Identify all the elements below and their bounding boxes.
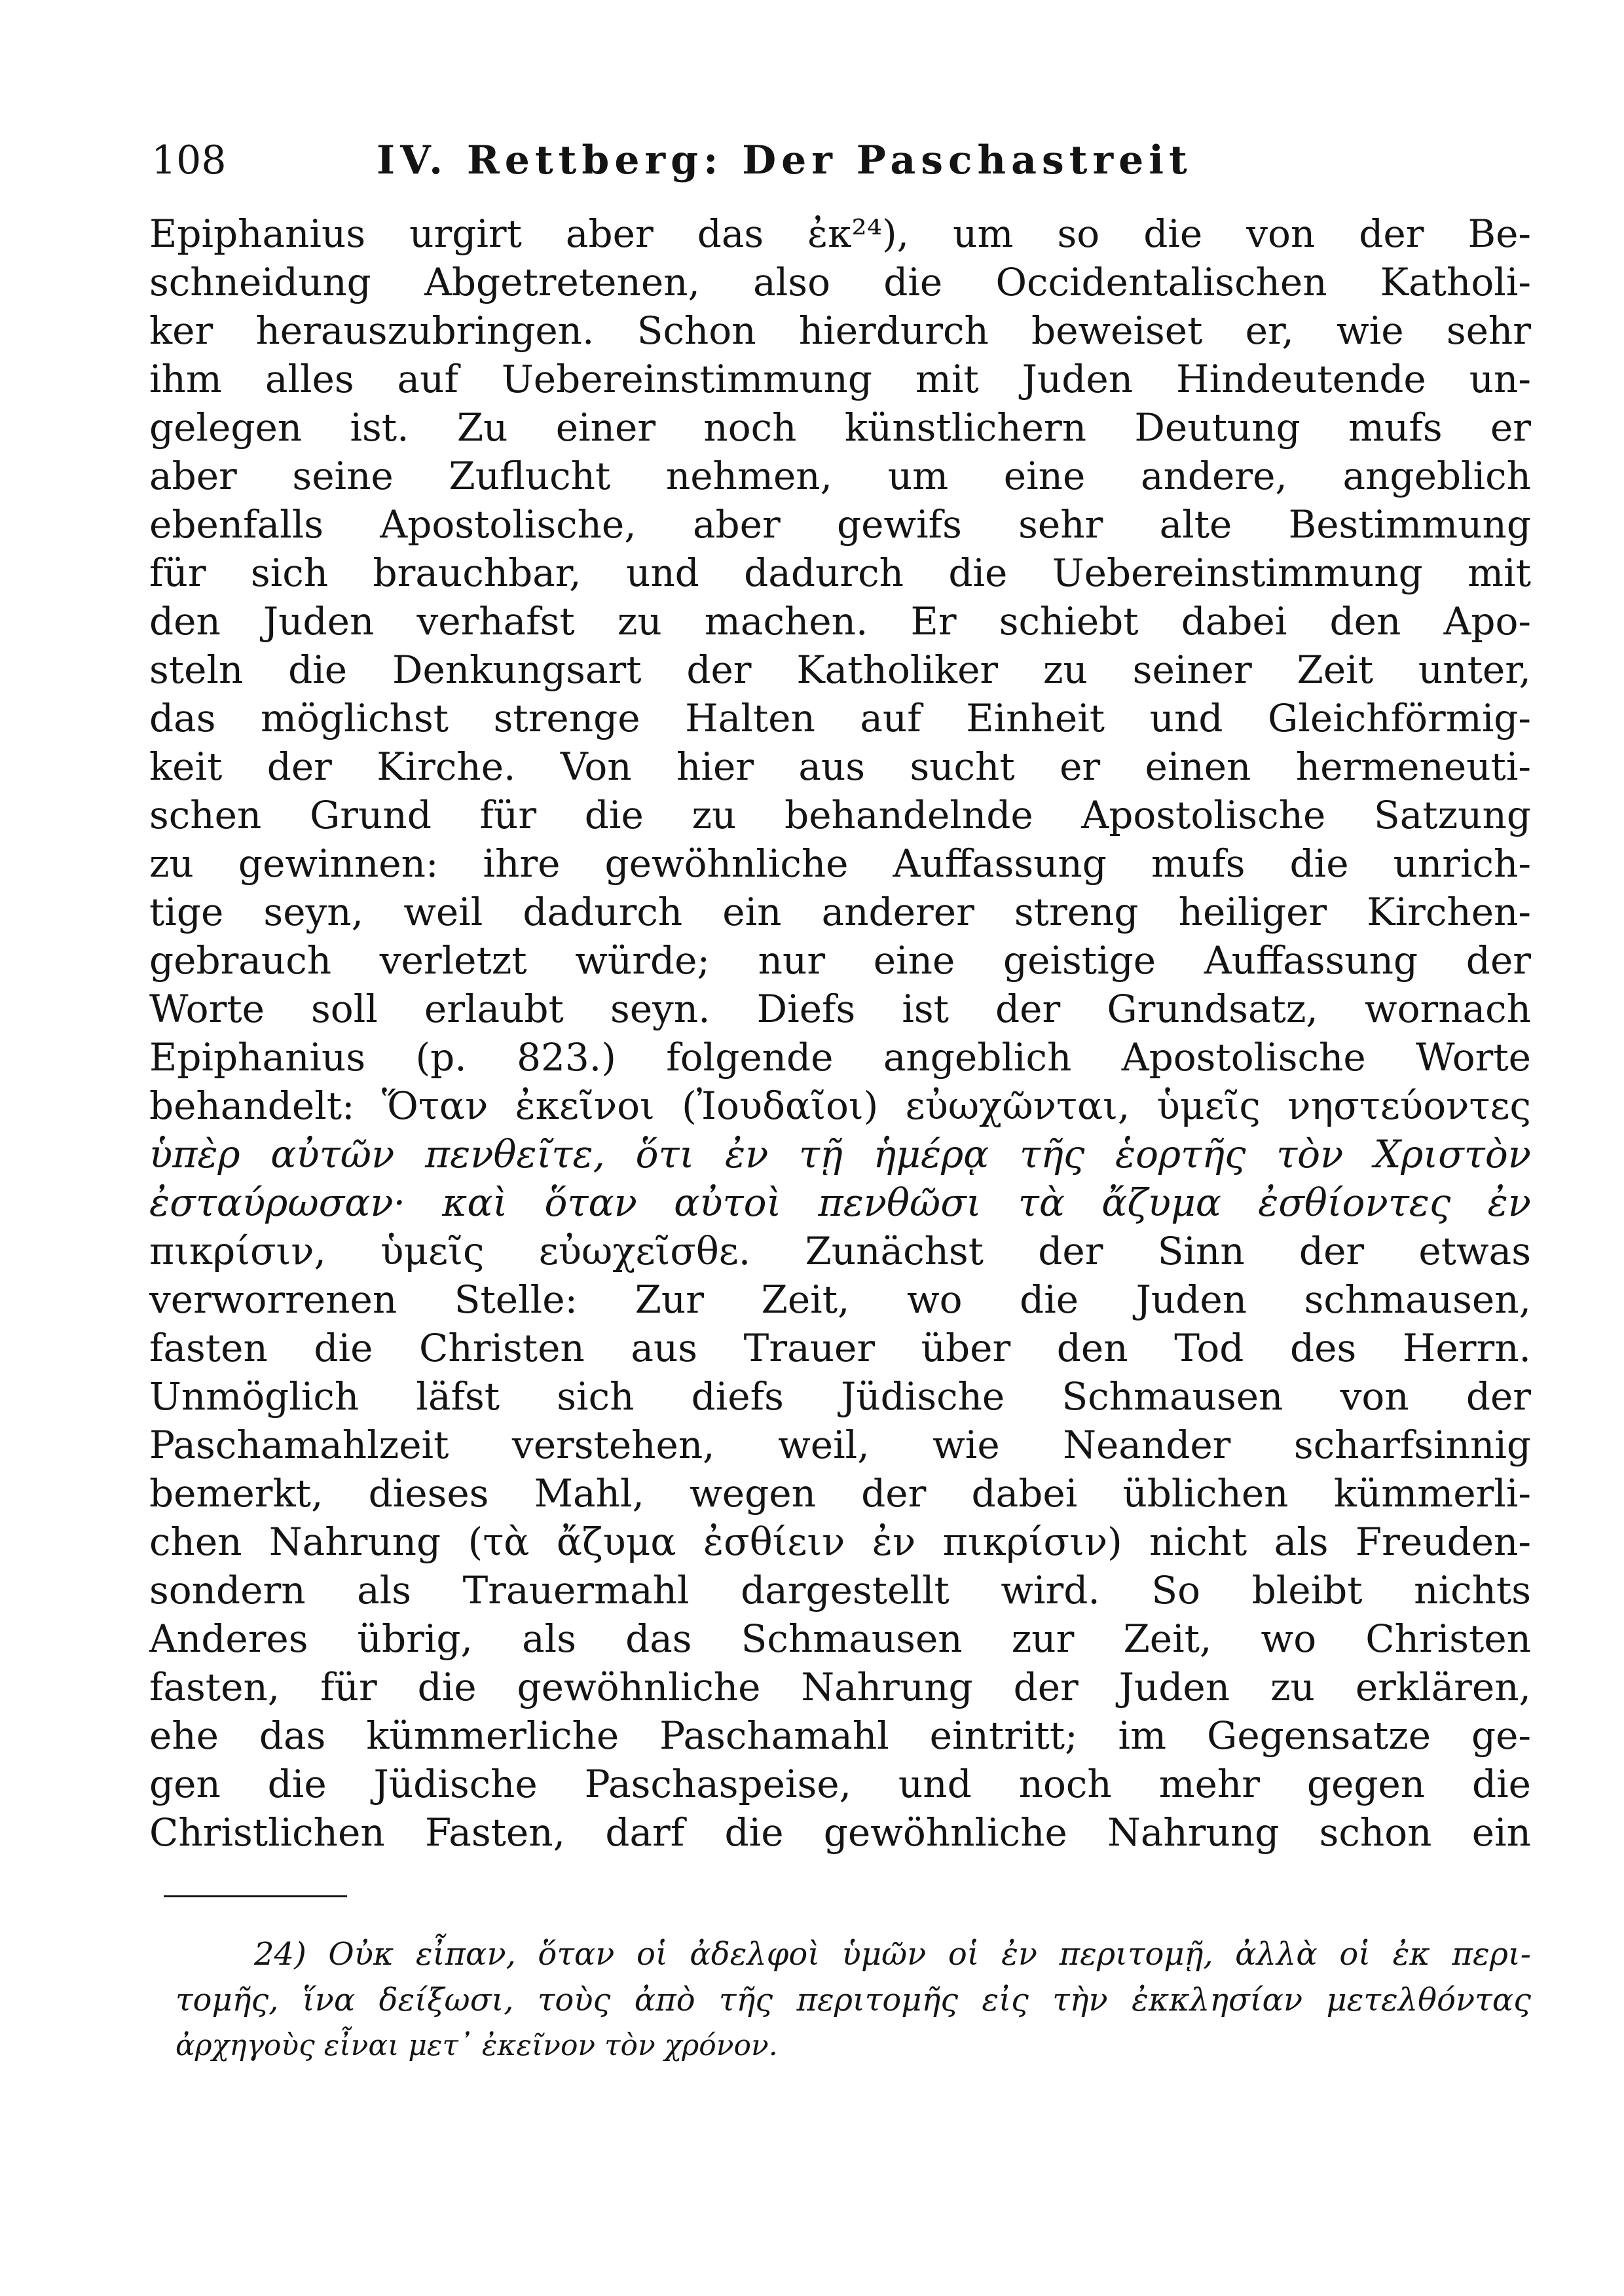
text-line: sondern als Trauermahl dargestellt wird. So bleibt nichts (149, 1568, 1531, 1613)
text-line: chen Nahrung (τὰ ἄζυμα ἐσθίειν ἐν πικρίσιν) nicht als Freuden- (149, 1520, 1531, 1564)
text-line: fasten die Christen aus Trauer über den Tod des Herrn. (149, 1326, 1531, 1370)
text-line: ebenfalls Apostolische, aber gewifs sehr alte Bestimmung (149, 502, 1531, 547)
text-line: gebrauch verletzt würde; nur eine geistige Auffassung der (149, 938, 1531, 983)
footnote-line: τομῆς, ἵνα δείξωσι, τοὺς ἀπὸ τῆς περιτομῆς εἰς τὴν ἐκκλησίαν μετελθόντας (175, 1982, 1531, 2018)
text-line: das möglichst strenge Halten auf Einheit und Gleichförmig- (149, 696, 1531, 740)
page-header (147, 134, 1300, 187)
footnote-divider (164, 1895, 347, 1897)
text-line: behandelt: Ὅταν ἐκεῖνοι (Ἰουδαῖοι) εὐωχῶνται, ὑμεῖς νηστεύοντες (149, 1084, 1531, 1128)
text-line: Christlichen Fasten, darf die gewöhnliche Nahrung schon ein (149, 1810, 1531, 1855)
footnotes (175, 1931, 1531, 2069)
body-text (149, 210, 1531, 1857)
text-line: ehe das kümmerliche Paschamahl eintritt; im Gegensatze ge- (149, 1713, 1531, 1758)
text-line: den Juden verhafst zu machen. Er schiebt dabei den Apo- (149, 599, 1531, 644)
running-head: IV. Rettberg: Der Paschastreit (377, 137, 1192, 183)
text-line: schneidung Abgetretenen, also die Occidentalischen Katholi- (149, 260, 1531, 304)
page-number: 108 (151, 137, 227, 183)
text-line: schen Grund für die zu behandelnde Apostolische Satzung (149, 793, 1531, 837)
text-line: Paschamahlzeit verstehen, weil, wie Neander scharfsinnig (149, 1423, 1531, 1467)
text-line: zu gewinnen: ihre gewöhnliche Auffassung mufs die unrich- (149, 841, 1531, 886)
text-line: πικρίσιν, ὑμεῖς εὐωχεῖσθε. Zunächst der Sinn der etwas (149, 1229, 1531, 1273)
text-line: Epiphanius urgirt aber das ἐκ²⁴), um so die von der Be- (149, 211, 1531, 256)
footnote-line: ἀρχηγοὺς εἶναι μετ᾽ ἐκεῖνον τὸν χρόνον. (175, 2029, 778, 2062)
text-line: Worte soll erlaubt seyn. Diefs ist der Grundsatz, wornach (149, 987, 1531, 1031)
text-line: für sich brauchbar, und dadurch die Uebereinstimmung mit (149, 551, 1531, 595)
text-line: verworrenen Stelle: Zur Zeit, wo die Juden schmausen, (149, 1277, 1531, 1322)
text-line: fasten, für die gewöhnliche Nahrung der Juden zu erklären, (149, 1665, 1531, 1709)
text-line: Unmöglich läfst sich diefs Jüdische Schmausen von der (149, 1374, 1531, 1419)
text-line: keit der Kirche. Von hier aus sucht er einen hermeneuti- (149, 744, 1531, 789)
text-line: ihm alles auf Uebereinstimmung mit Juden Hindeutende un- (149, 357, 1531, 401)
text-line: gelegen ist. Zu einer noch künstlichern Deutung mufs er (149, 405, 1531, 450)
text-line: gen die Jüdische Paschaspeise, und noch mehr gegen die (149, 1762, 1531, 1806)
text-line: Epiphanius (p. 823.) folgende angeblich Apostolische Worte (149, 1035, 1531, 1080)
text-line: ker herauszubringen. Schon hierdurch beweiset er, wie sehr (149, 308, 1531, 353)
text-line: steln die Denkungsart der Katholiker zu seiner Zeit unter, (149, 647, 1531, 692)
text-line: Anderes übrig, als das Schmausen zur Zeit, wo Christen (149, 1616, 1531, 1661)
text-line: bemerkt, dieses Mahl, wegen der dabei üblichen kümmerli- (149, 1471, 1531, 1516)
footnote-line: 24) Οὐκ εἶπαν, ὅταν οἱ ἀδελφοὶ ὑμῶν οἱ ἐν περιτομῇ, ἀλλὰ οἱ ἐκ περι- (254, 1936, 1531, 1973)
text-line: tige seyn, weil dadurch ein anderer streng heiliger Kirchen- (149, 890, 1531, 934)
text-line-greek: ἐσταύρωσαν· καὶ ὅταν αὐτοὶ πενθῶσι τὰ ἄζυμα ἐσθίοντες ἐν (149, 1180, 1531, 1225)
text-line-greek: ὑπὲρ αὐτῶν πενθεῖτε, ὅτι ἐν τῇ ἡμέρᾳ τῆς ἑορτῆς τὸν Χριστὸν (149, 1132, 1531, 1176)
text-line: aber seine Zuflucht nehmen, um eine andere, angeblich (149, 454, 1531, 498)
